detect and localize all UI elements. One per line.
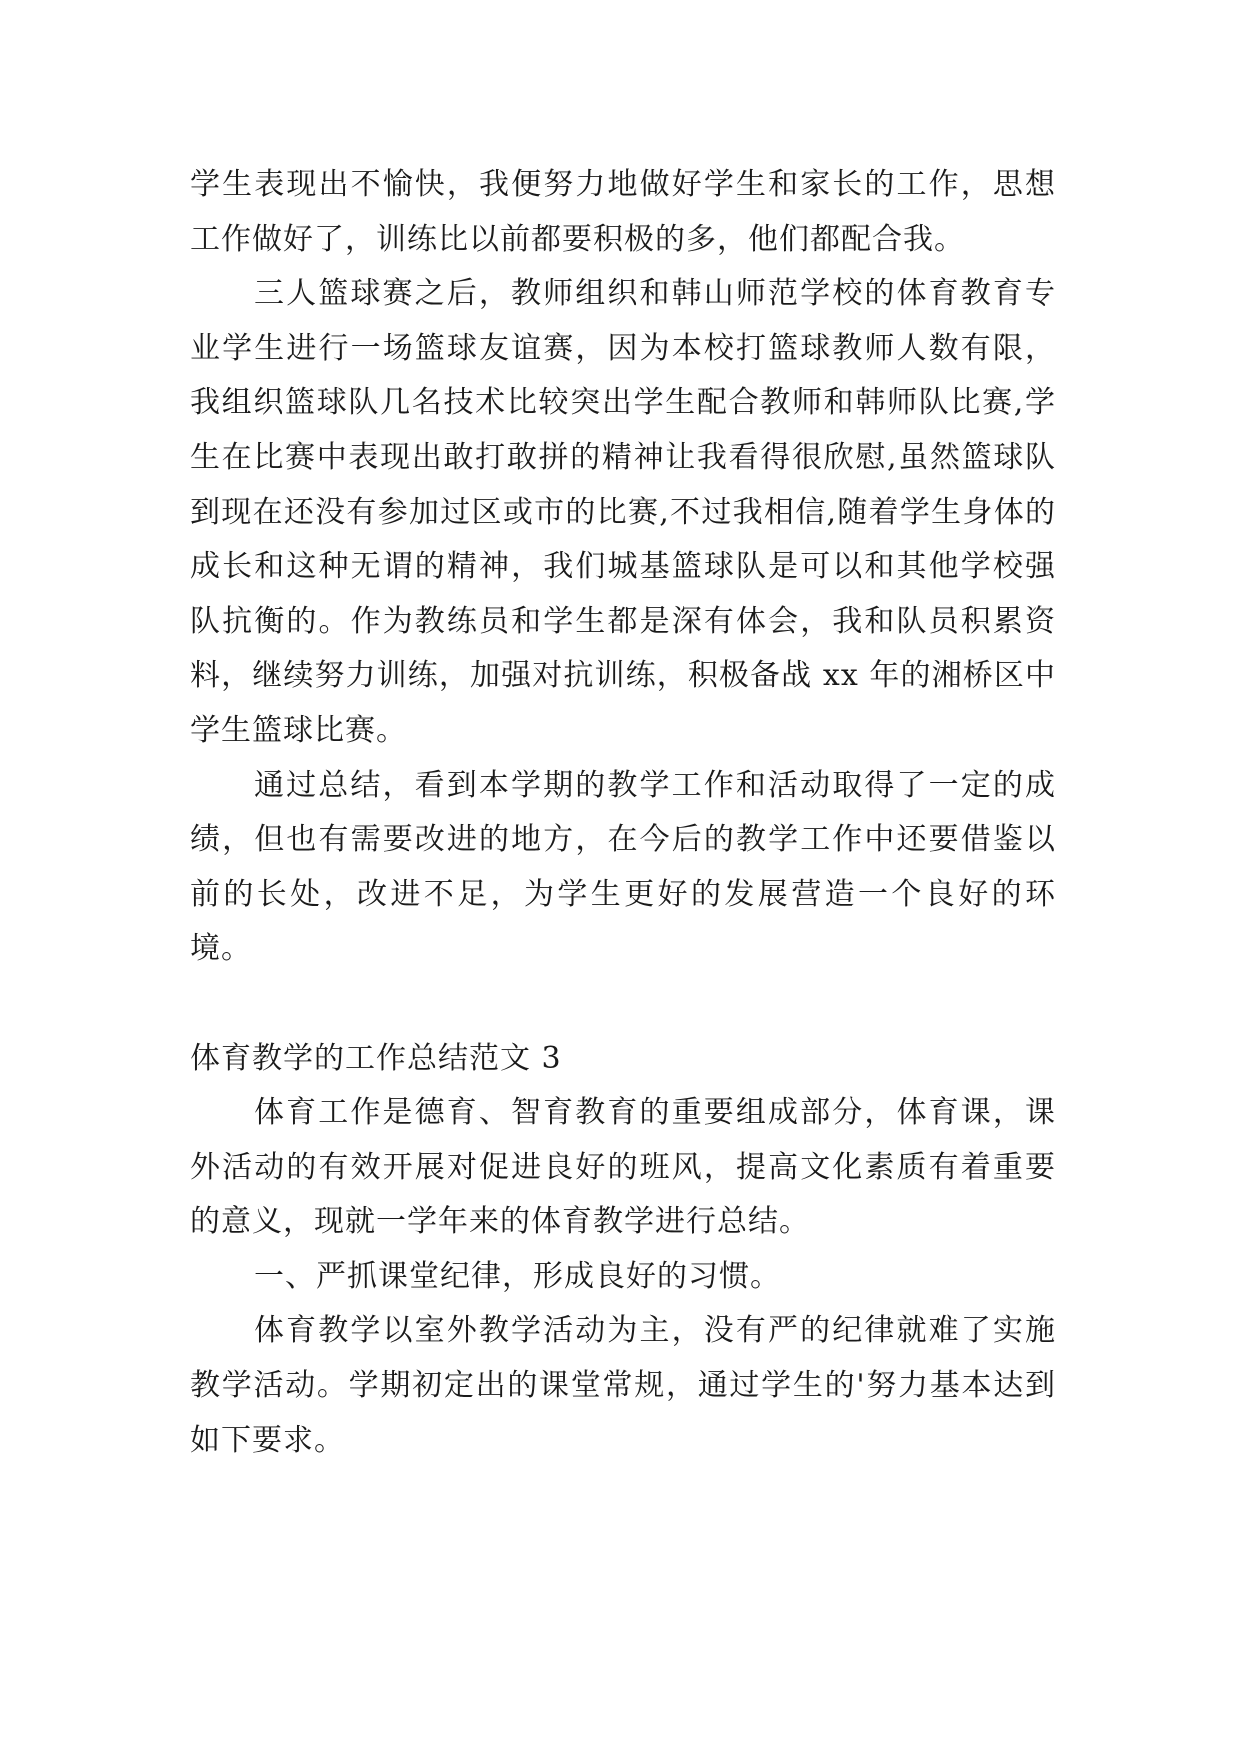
section-heading: 体育教学的工作总结范文 3 <box>190 1040 562 1076</box>
paragraph-basketball-match: 三人篮球赛之后，教师组织和韩山师范学校的体育教育专业学生进行一场篮球友谊赛，因为本校打篮球教师人数有限，我组织篮球队几名技术比较突出学生配合教师和韩师队比赛,学生在比赛中表现出敢打敢拼的精神让我看得很欣慰,虽然篮球队到现在还没有参加过区或市的比赛,不过我相信,随着学生身体的成长和这种无谓的精神，我们城基篮球队是可以和其他学校强队抗衡的。作为教练员和学生都是深有体会，我和队员积累资料，继续努力训练，加强对抗训练，积极备战 xx 年的湘桥区中学生篮球比赛。 <box>190 276 1056 748</box>
paragraph-continuation: 学生表现出不愉快，我便努力地做好学生和家长的工作，思想工作做好了，训练比以前都要积极的多，他们都配合我。 <box>190 167 1056 257</box>
paragraph-intro: 体育工作是德育、智育教育的重要组成部分，体育课，课外活动的有效开展对促进良好的班风，提高文化素质有着重要的意义，现就一学年来的体育教学进行总结。 <box>190 1095 1056 1240</box>
paragraph-point-one: 一、严抓课堂纪律，形成良好的习惯。 <box>254 1258 781 1294</box>
section-gap <box>190 977 1056 1032</box>
document-body <box>190 158 1056 1468</box>
paragraph-discipline: 体育教学以室外教学活动为主，没有严的纪律就难了实施教学活动。学期初定出的课堂常规，通过学生的'努力基本达到如下要求。 <box>190 1313 1056 1458</box>
paragraph-summary: 通过总结，看到本学期的教学工作和活动取得了一定的成绩，但也有需要改进的地方，在今后的教学工作中还要借鉴以前的长处，改进不足，为学生更好的发展营造一个良好的环境。 <box>190 767 1056 967</box>
